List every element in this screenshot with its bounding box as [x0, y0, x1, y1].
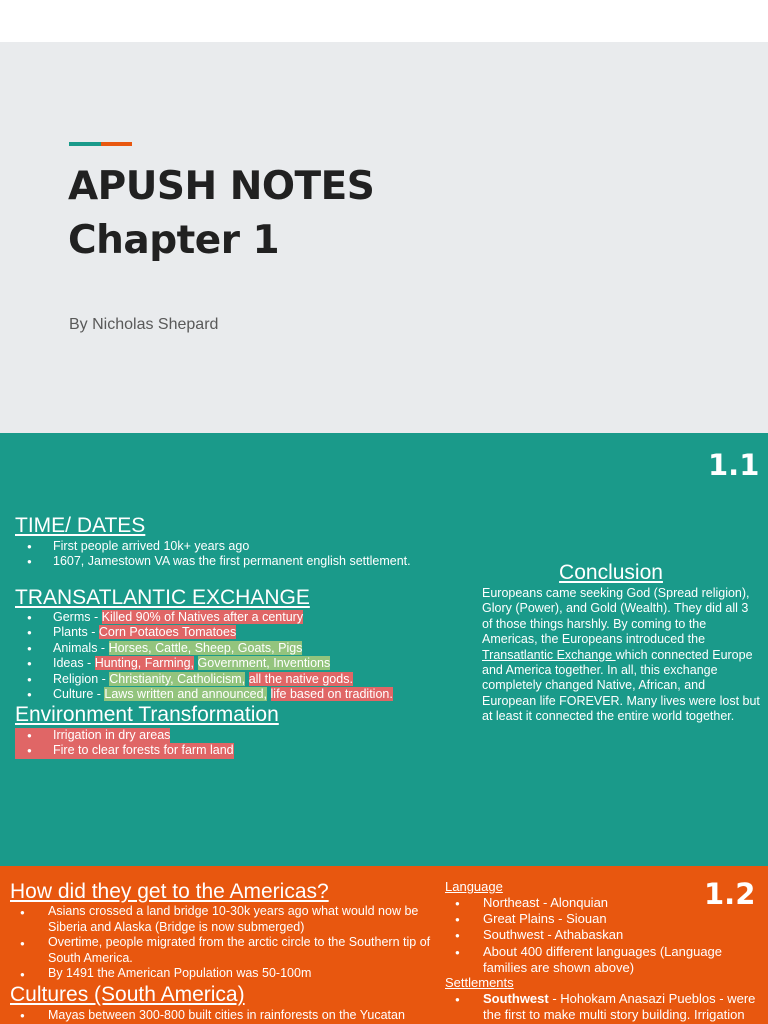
- list-item: ● Irrigation in dry areas: [15, 728, 465, 743]
- time-dates-list: [15, 539, 465, 570]
- cultures-heading: Cultures (South America): [10, 983, 245, 1006]
- transatlantic-exchange-list: [15, 610, 465, 702]
- list-item: ● By 1491 the American Population was 50-100m: [10, 966, 440, 982]
- list-item: ● Southwest - Hohokam Anasazi Pueblos - were the first to make multi story building. Irrigation: [445, 991, 760, 1023]
- list-item: ● About 400 different languages (Language families are shown above): [445, 944, 725, 976]
- exchange-item: ● Ideas - Hunting, Farming, Government, Inventions: [15, 656, 465, 671]
- transatlantic-exchange-link[interactable]: Transatlantic Exchange: [482, 647, 616, 662]
- list-item: ● Southwest - Athabaskan: [445, 927, 725, 943]
- language-heading: Language: [445, 879, 503, 894]
- slide-number: 1.2: [704, 877, 756, 911]
- exchange-item: ● Animals - Horses, Cattle, Sheep, Goats, Pigs: [15, 641, 465, 656]
- list-item: ● Fire to clear forests for farm land: [15, 743, 465, 758]
- language-list: [445, 895, 725, 976]
- list-item: ● Great Plains - Siouan: [445, 911, 725, 927]
- exchange-item: ● Plants - Corn Potatoes Tomatoes: [15, 625, 465, 640]
- title-line-1: APUSH NOTES: [68, 164, 375, 209]
- americas-heading: How did they get to the Americas?: [10, 880, 329, 903]
- conclusion-heading: Conclusion: [559, 561, 663, 584]
- exchange-item: ● Germs - Killed 90% of Natives after a century: [15, 610, 465, 625]
- slide-number: 1.1: [708, 448, 760, 482]
- top-margin: [0, 0, 768, 42]
- list-item: ● First people arrived 10k+ years ago: [15, 539, 465, 554]
- list-item: ● Northeast - Alonquian: [445, 895, 725, 911]
- settlements-list: [445, 991, 760, 1023]
- title-slide: [0, 42, 768, 433]
- list-item: ● 1607, Jamestown VA was the first permanent english settlement.: [15, 554, 465, 569]
- settlements-heading: Settlements: [445, 975, 514, 990]
- accent-bar-teal: [69, 142, 101, 146]
- exchange-item: ● Culture - Laws written and announced, life based on tradition.: [15, 687, 465, 702]
- conclusion-text: Europeans came seeking God (Spread religion), Glory (Power), and Gold (Wealth). They did all 3 of those things harshly. By coming to the Americas, the Europeans introduced the Transatlantic Exchange which connected Europe and America together. In all, this exchange completely changed Native, African, and European life FOREVER. Many lives were lost but at least it connected the entire world together.: [482, 586, 760, 724]
- title-line-2: Chapter 1: [68, 218, 280, 263]
- author-byline: By Nicholas Shepard: [69, 316, 219, 333]
- americas-list: [10, 904, 440, 982]
- list-item: ● Asians crossed a land bridge 10-30k years ago what would now be Siberia and Alaska (Bridge is now submerged): [10, 904, 440, 935]
- exchange-item: ● Religion - Christianity, Catholicism, all the native gods.: [15, 672, 465, 687]
- environment-list: [15, 728, 465, 759]
- accent-bar-orange: [101, 142, 132, 146]
- cultures-list: [10, 1007, 440, 1023]
- list-item: ● Mayas between 300-800 built cities in rainforests on the Yucatan: [10, 1007, 440, 1023]
- slide-1-2: [0, 866, 768, 1024]
- environment-transformation-heading: Environment Transformation: [15, 703, 279, 726]
- transatlantic-exchange-heading: TRANSATLANTIC EXCHANGE: [15, 586, 310, 609]
- page-title: [68, 160, 374, 268]
- list-item: ● Overtime, people migrated from the arctic circle to the Southern tip of South America.: [10, 935, 440, 966]
- time-dates-heading: TIME/ DATES: [15, 514, 146, 537]
